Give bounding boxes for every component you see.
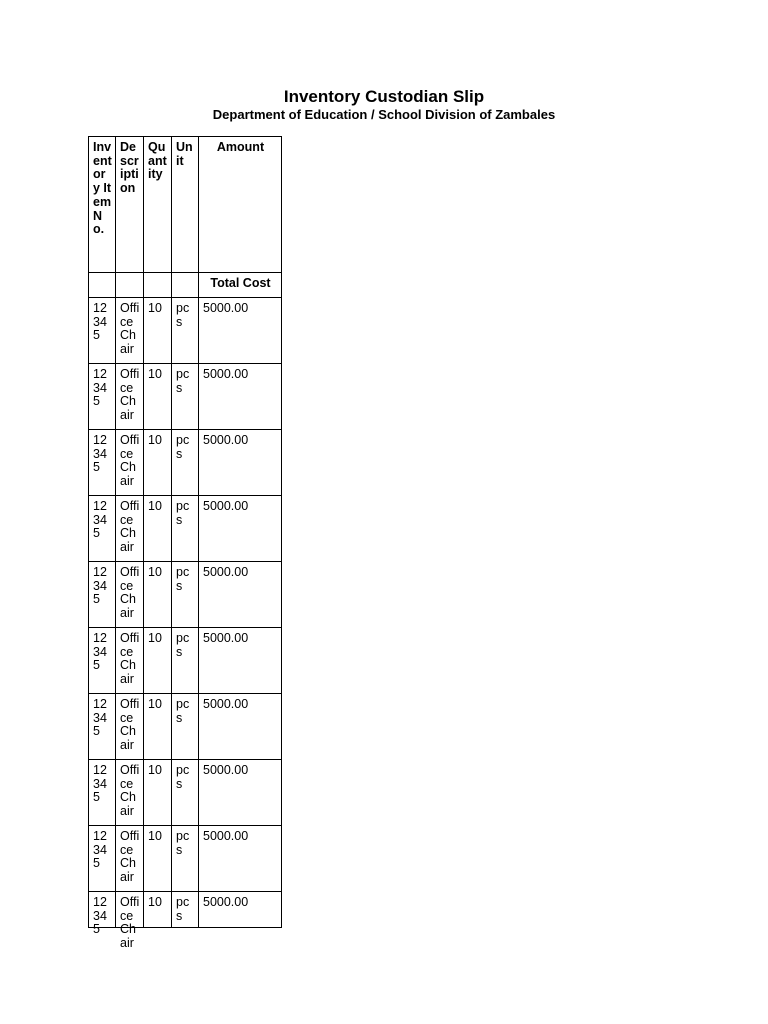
cell-quantity	[144, 628, 172, 694]
cell-unit	[172, 892, 199, 928]
cell-amount-text: 5000.00	[203, 895, 249, 909]
cell-description	[116, 562, 144, 628]
cell-item-no-text: 12345	[93, 301, 107, 343]
cell-quantity	[144, 760, 172, 826]
table-row	[89, 496, 282, 562]
document-subtitle: Department of Education / School Division of Zambales	[212, 107, 556, 122]
cell-quantity	[144, 496, 172, 562]
cell-item-no-text: 12345	[93, 763, 107, 805]
cell-item-no	[89, 694, 116, 760]
header-unit: Unit	[172, 137, 199, 273]
cell-unit-text: pcs	[176, 631, 190, 659]
header-quantity: Quantity	[144, 137, 172, 273]
cell-unit	[172, 826, 199, 892]
cell-quantity	[144, 298, 172, 364]
cell-unit	[172, 496, 199, 562]
cell-amount-text: 5000.00	[203, 565, 249, 579]
cell-item-no-text: 12345	[93, 631, 107, 673]
cell-amount-text: 5000.00	[203, 631, 249, 645]
cell-description-text: Office Chair	[120, 301, 140, 357]
cell-quantity-text: 10	[148, 829, 162, 843]
cell-amount	[199, 364, 282, 430]
cell-description	[116, 364, 144, 430]
cell-description-text: Office Chair	[120, 499, 140, 555]
cell-amount	[199, 298, 282, 364]
cell-unit-text: pcs	[176, 763, 190, 791]
cell-item-no-text: 12345	[93, 433, 107, 475]
cell-item-no-text: 12345	[93, 367, 107, 409]
cell-unit	[172, 760, 199, 826]
cell-description-text: Office Chair	[120, 763, 140, 819]
empty-cell	[144, 273, 172, 298]
cell-item-no	[89, 826, 116, 892]
cell-quantity-text: 10	[148, 895, 162, 909]
cell-unit-text: pcs	[176, 301, 190, 329]
cell-unit-text: pcs	[176, 499, 190, 527]
cell-description	[116, 496, 144, 562]
cell-item-no-text: 12345	[93, 697, 107, 739]
cell-quantity-text: 10	[148, 631, 162, 645]
cell-quantity-text: 10	[148, 301, 162, 315]
cell-quantity	[144, 892, 172, 928]
cell-amount-text: 5000.00	[203, 829, 249, 843]
cell-item-no	[89, 562, 116, 628]
cell-amount-text: 5000.00	[203, 301, 249, 315]
cell-unit-text: pcs	[176, 895, 190, 923]
cell-item-no	[89, 496, 116, 562]
cell-item-no	[89, 298, 116, 364]
cell-description-text: Office Chair	[120, 565, 140, 621]
inventory-table	[88, 136, 282, 951]
cell-description-text: Office Chair	[120, 829, 140, 885]
cell-item-no-text: 12345	[93, 499, 107, 541]
cell-description-text: Office Chair	[120, 631, 140, 687]
cell-item-no	[89, 892, 116, 937]
cell-description	[116, 826, 144, 892]
cell-unit	[172, 364, 199, 430]
table-row	[89, 760, 282, 826]
empty-cell	[89, 273, 116, 298]
cell-quantity	[144, 430, 172, 496]
cell-description-text: Office Chair	[120, 367, 140, 423]
cell-description	[116, 430, 144, 496]
cell-item-no-text: 12345	[93, 565, 107, 607]
cell-description-text: Office Chair	[120, 433, 140, 489]
cell-item-no-text: 12345	[93, 829, 107, 871]
header-description: Description	[116, 137, 144, 273]
cell-description	[116, 892, 144, 951]
cell-unit	[172, 628, 199, 694]
cell-unit	[172, 694, 199, 760]
cell-amount-text: 5000.00	[203, 763, 249, 777]
table-row	[89, 826, 282, 892]
cell-amount	[199, 562, 282, 628]
cell-amount	[199, 760, 282, 826]
cell-quantity-text: 10	[148, 565, 162, 579]
cell-unit	[172, 562, 199, 628]
cell-description	[116, 694, 144, 760]
cell-quantity	[144, 562, 172, 628]
cell-quantity-text: 10	[148, 433, 162, 447]
cell-item-no-text: 12345	[93, 895, 107, 937]
cell-amount	[199, 430, 282, 496]
table-header-row	[89, 137, 282, 273]
cell-quantity-text: 10	[148, 367, 162, 381]
cell-amount-text: 5000.00	[203, 499, 249, 513]
header-item-no: Inventory Item No.	[89, 137, 116, 273]
cell-item-no	[89, 760, 116, 826]
cell-quantity	[144, 826, 172, 892]
cell-amount	[199, 496, 282, 562]
table-row	[89, 628, 282, 694]
cell-quantity	[144, 694, 172, 760]
cell-unit	[172, 430, 199, 496]
empty-cell	[116, 273, 144, 298]
cell-quantity-text: 10	[148, 763, 162, 777]
cell-quantity	[144, 364, 172, 430]
cell-item-no	[89, 430, 116, 496]
cell-amount	[199, 628, 282, 694]
table-row	[89, 694, 282, 760]
table-row	[89, 430, 282, 496]
cell-description	[116, 760, 144, 826]
cell-description-text: Office Chair	[120, 895, 140, 951]
header-amount: Amount	[199, 137, 282, 273]
cell-amount	[199, 694, 282, 760]
cell-unit-text: pcs	[176, 829, 190, 857]
empty-cell	[172, 273, 199, 298]
cell-amount-text: 5000.00	[203, 433, 249, 447]
table-row	[89, 364, 282, 430]
document-title: Inventory Custodian Slip	[283, 87, 485, 106]
total-cost-label: Total Cost	[199, 273, 282, 298]
cell-amount-text: 5000.00	[203, 367, 249, 381]
cell-unit-text: pcs	[176, 433, 190, 461]
cell-description-text: Office Chair	[120, 697, 140, 753]
cell-amount-text: 5000.00	[203, 697, 249, 711]
cell-amount	[199, 892, 282, 928]
table-row	[89, 298, 282, 364]
total-cost-row	[89, 273, 282, 298]
cell-quantity-text: 10	[148, 499, 162, 513]
cell-item-no	[89, 364, 116, 430]
cell-description	[116, 628, 144, 694]
cell-unit	[172, 298, 199, 364]
table-row	[89, 562, 282, 628]
cell-unit-text: pcs	[176, 697, 190, 725]
cell-description	[116, 298, 144, 364]
cell-amount	[199, 826, 282, 892]
cell-item-no	[89, 628, 116, 694]
cell-unit-text: pcs	[176, 565, 190, 593]
cell-quantity-text: 10	[148, 697, 162, 711]
cell-unit-text: pcs	[176, 367, 190, 395]
table-row	[89, 892, 282, 928]
